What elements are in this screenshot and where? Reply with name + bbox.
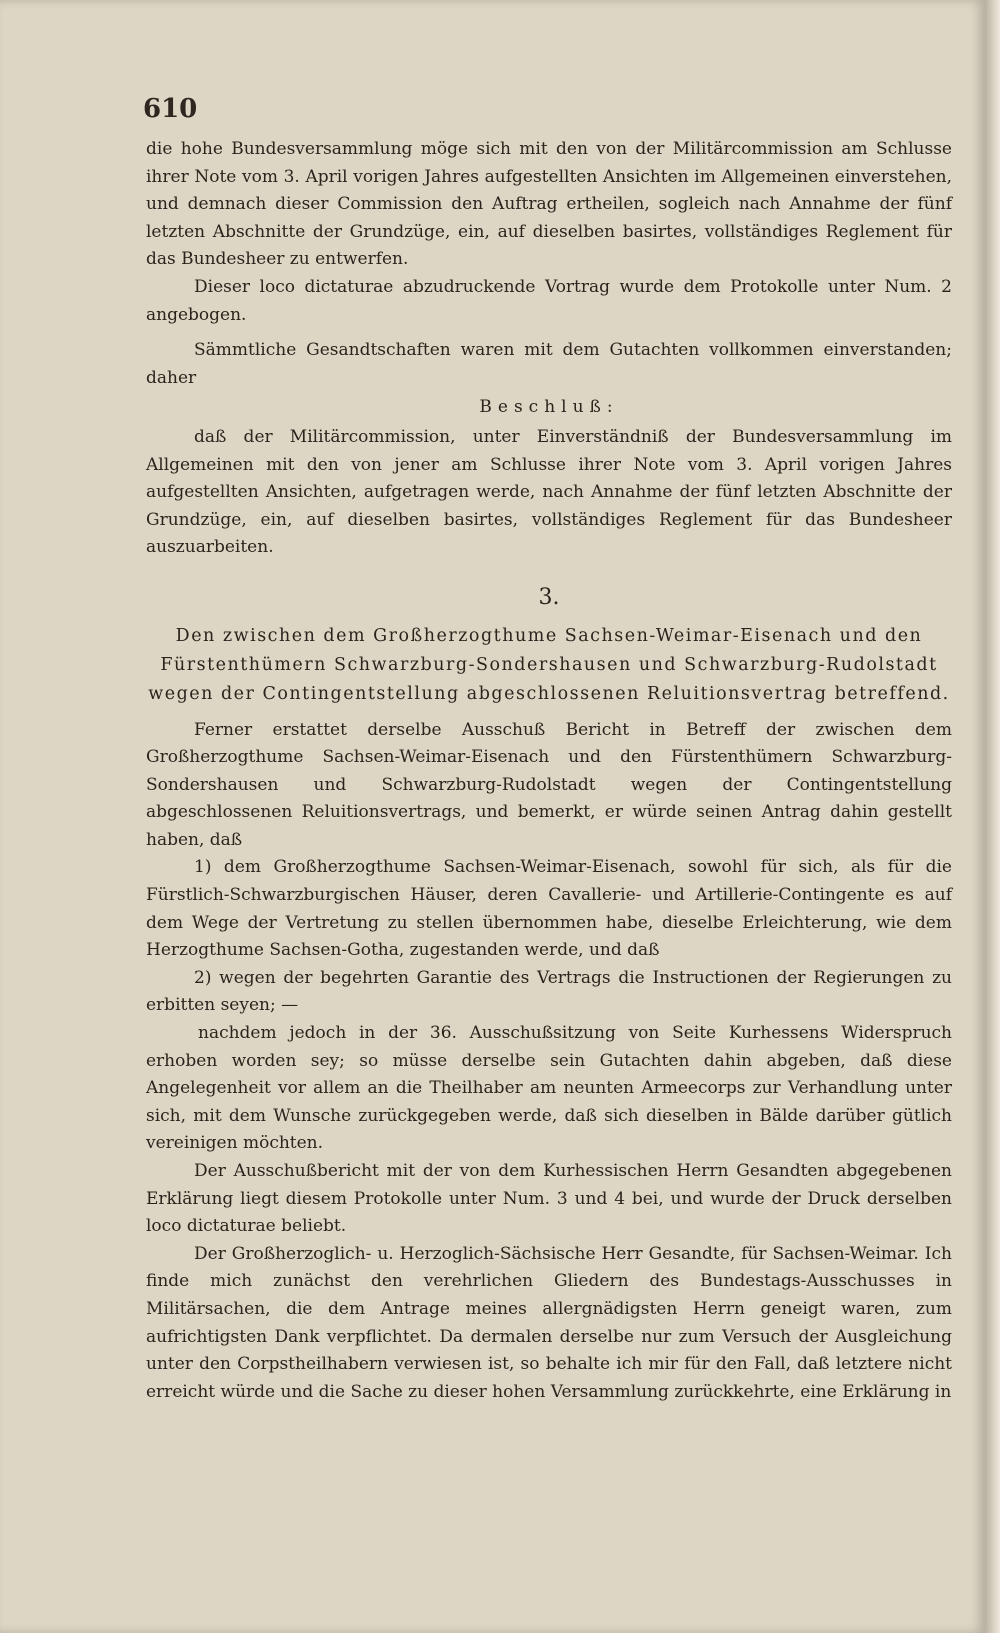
section-heading: Den zwischen dem Großherzogthume Sachsen-Weimar-Eisenach und den Fürstenthümern Schwarzburg-Sondershausen und Schwarzburg-Rudolstadt wegen der Contingentstellung abgeschlossenen Reluitionsvertrag betreffend. <box>148 625 950 704</box>
paragraph-protocol-note: Dieser loco dictaturae abzudruckende Vortrag wurde dem Protokolle unter Num. 2 angebogen. <box>146 276 952 325</box>
list-item-2: 2) wegen der begehrten Garantie des Vertrags die Instructionen der Regierungen zu erbitten seyen; — <box>146 967 952 1016</box>
paragraph-envoy-statement: Der Großherzoglich- u. Herzoglich-Sächsische Herr Gesandte, für Sachsen-Weimar. Ich finde mich zunächst den verehrlichen Gliedern des Bundestags-Ausschusses in Militärsachen, die dem Antrage meines allergnädigsten Herrn geneigt waren, zum aufrichtigsten Dank verpflichtet. Da dermalen derselbe nur zum Versuch der Ausgleichung unter den Corpstheilhabern verwiesen ist, so behalte ich mir für den Fall, daß letztere nicht erreicht würde und die Sache zu dieser hohen Versammlung zurückkehrte, eine Erklärung in <box>146 1243 952 1402</box>
paragraph-objection: nachdem jedoch in der 36. Ausschußsitzung von Seite Kurhessens Widerspruch erhoben worden sey; so müsse derselbe sein Gutachten dahin abgeben, daß diese Angelegenheit vor allem an die Theilhaber am neunten Armeecorps zur Verhandlung unter sich, mit dem Wunsche zurückgegeben werde, daß sich dieselben in Bälde darüber gütlich vereinigen möchten. <box>146 1023 952 1154</box>
paragraph-report: Ferner erstattet derselbe Ausschuß Bericht in Betreff der zwischen dem Großherzogthume Sachsen-Weimar-Eisenach und den Fürstenthümern Schwarzburg-Sondershausen und Schwarzburg-Rudolstadt wegen der Contingentstellung abgeschlossenen Reluitionsvertrags, und bemerkt, er würde seinen Antrag dahin gestellt haben, daß <box>146 719 952 850</box>
paragraph-committee-report: Der Ausschußbericht mit der von dem Kurhessischen Herrn Gesandten abgegebenen Erklärung liegt diesem Protokolle unter Num. 3 und 4 bei, und wurde der Druck derselben loco dictaturae beliebt. <box>146 1161 952 1237</box>
page-body <box>146 136 952 1406</box>
resolution-heading: Beschluß: <box>479 397 619 418</box>
paragraph-proposal-end: die hohe Bundesversammlung möge sich mit den von der Militärcommission am Schlusse ihrer Note vom 3. April vorigen Jahres aufgestellten Ansichten im Allgemeinen einverstehen, und demnach dieser Commission den Auftrag ertheilen, sogleich nach Annahme der fünf letzten Abschnitte der Grundzüge, ein, auf dieselben basirtes, vollständiges Reglement für das Bundesheer zu entwerfen. <box>146 139 952 270</box>
paragraph-delegations: Sämmtliche Gesandtschaften waren mit dem Gutachten vollkommen einverstanden; daher <box>146 340 952 388</box>
section-number: 3. <box>538 584 560 610</box>
page-number: 610 <box>143 94 198 124</box>
list-item-1: 1) dem Großherzogthume Sachsen-Weimar-Eisenach, sowohl für sich, als für die Fürstlich-Schwarzburgischen Häuser, deren Cavallerie- und Artillerie-Contingente es auf dem Wege der Vertretung zu stellen übernommen habe, dieselbe Erleichterung, wie dem Herzogthume Sachsen-Gotha, zugestanden werde, und daß <box>146 857 952 961</box>
page-edge <box>985 0 1000 1633</box>
paragraph-resolution: daß der Militärcommission, unter Einverständniß der Bundesversammlung im Allgemeinen mit den von jener am Schlusse ihrer Note vom 3. April vorigen Jahres aufgestellten Ansichten, aufgetragen werde, nach Annahme der fünf letzten Abschnitte der Grundzüge, ein, auf dieselben basirtes, vollständiges Reglement für das Bundesheer auszuarbeiten. <box>146 426 952 558</box>
